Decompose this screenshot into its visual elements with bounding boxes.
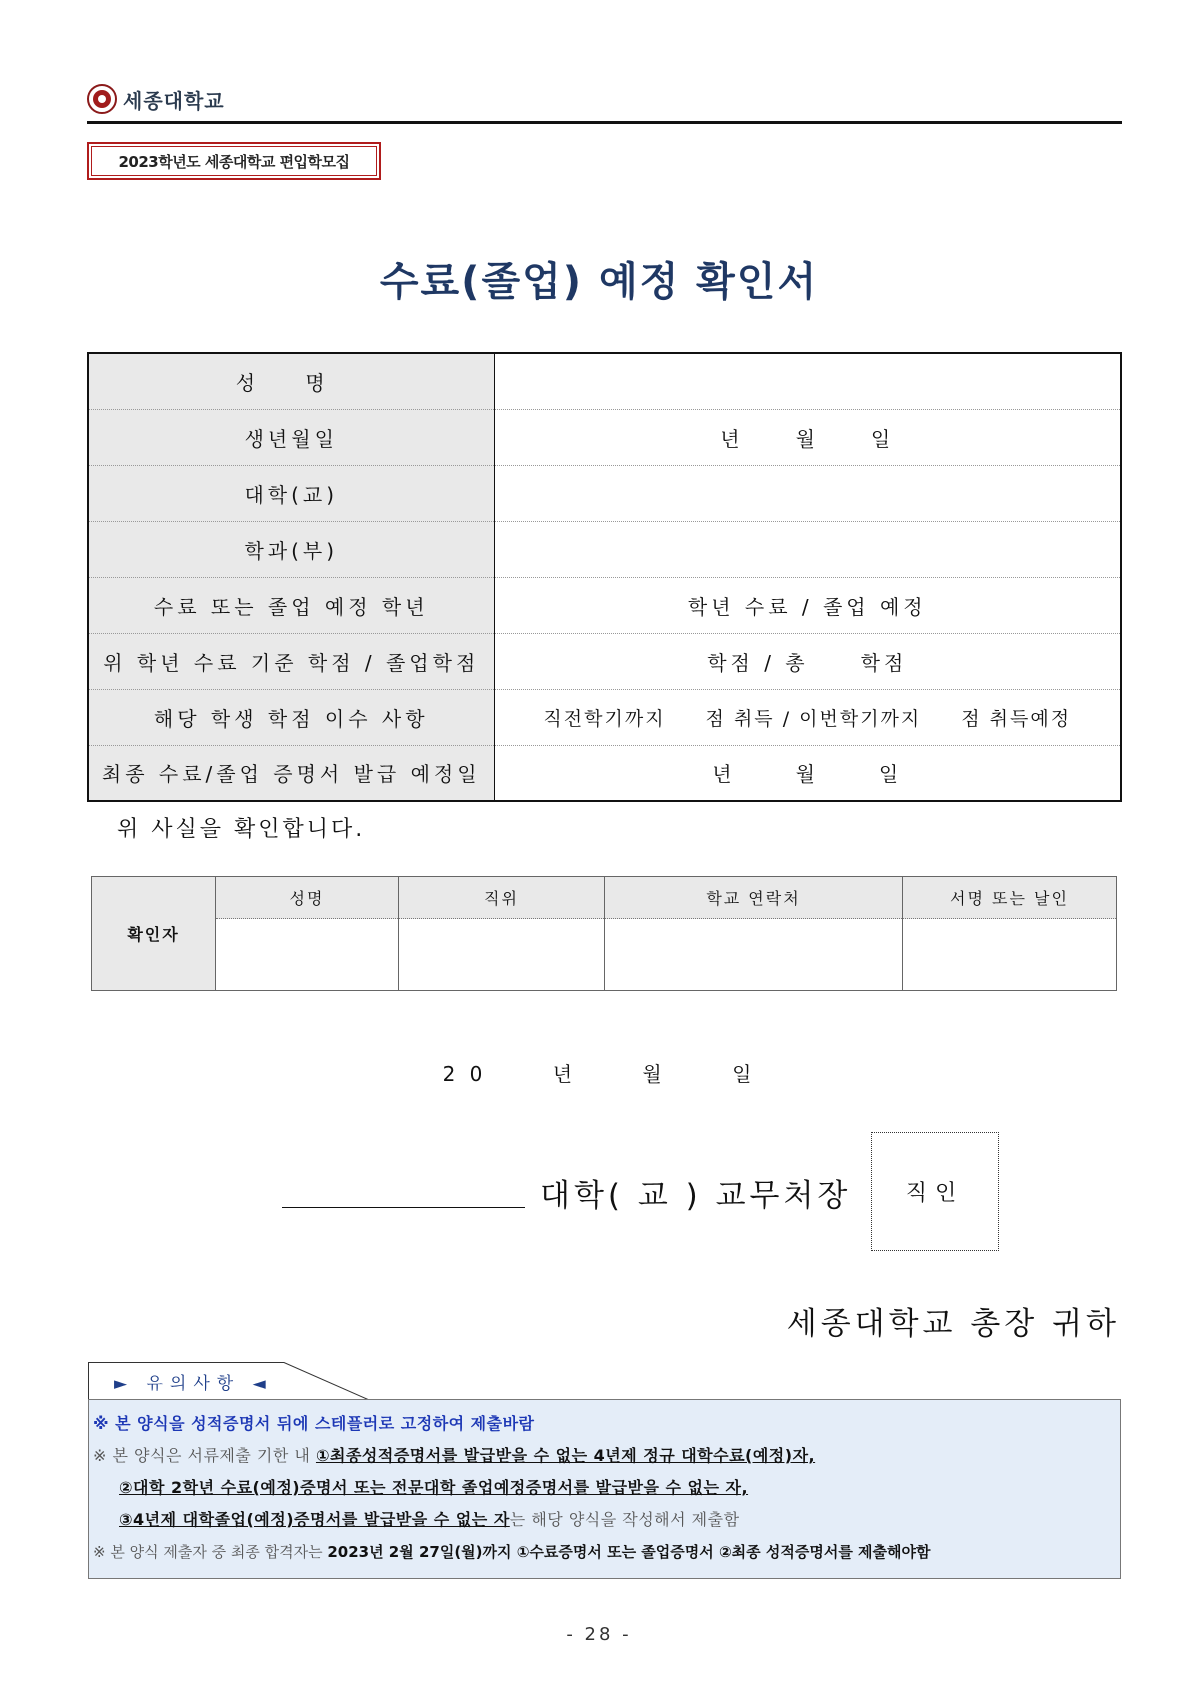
header-name: 성명 [216, 877, 399, 919]
notice-line: ※ 본 양식은 서류제출 기한 내 ①최종성적증명서를 발급받을 수 없는 4년제 정규 대학수료(예정)자, [93, 1446, 816, 1465]
header-position: 직위 [399, 877, 605, 919]
confirmer-contact-field[interactable] [605, 919, 903, 991]
recruitment-badge-text: 2023학년도 세종대학교 편입학모집 [91, 146, 377, 176]
label-department: 학과(부) [88, 521, 494, 577]
header-contact: 학교 연락처 [605, 877, 903, 919]
table-row [88, 353, 1121, 409]
label-issue-date: 최종 수료/졸업 증명서 발급 예정일 [88, 745, 494, 801]
table-row [92, 919, 1117, 991]
label-name: 성 명 [88, 353, 494, 409]
issue-date-line [0, 1058, 1198, 1087]
table-row [88, 633, 1121, 689]
university-name-blank[interactable] [282, 1207, 525, 1208]
confirmer-signature-field[interactable] [903, 919, 1117, 991]
field-name[interactable] [494, 353, 1121, 409]
confirmer-table [91, 876, 1117, 991]
recruitment-badge [87, 142, 381, 180]
table-row [88, 689, 1121, 745]
page-number: - 28 - [566, 1624, 632, 1645]
table-row [88, 465, 1121, 521]
official-seal-label: 직인 [905, 1181, 965, 1206]
applicant-info-table [87, 352, 1122, 802]
official-seal-box [871, 1132, 999, 1251]
table-row [88, 521, 1121, 577]
field-department[interactable] [494, 521, 1121, 577]
table-row [88, 577, 1121, 633]
university-name: 세종대학교 [123, 88, 225, 113]
date-year-prefix: 2 0 [442, 1062, 487, 1086]
table-row [92, 877, 1117, 919]
document-title: 수료(졸업) 예정 확인서 [379, 259, 819, 305]
notice-tab-label: ► 유의사항 ◄ [114, 1374, 273, 1394]
label-university: 대학(교) [88, 465, 494, 521]
field-issue-date[interactable]: 년 월 일 [712, 762, 903, 787]
label-credit-standard: 위 학년 수료 기준 학점 / 졸업학점 [88, 633, 494, 689]
notice-box [88, 1399, 1121, 1579]
label-expected-year: 수료 또는 졸업 예정 학년 [88, 577, 494, 633]
university-seal-icon [87, 84, 117, 114]
notice-tab [88, 1362, 388, 1400]
label-credit-status: 해당 학생 학점 이수 사항 [88, 689, 494, 745]
label-birthdate: 생년월일 [88, 409, 494, 465]
date-day-label: 일 [732, 1062, 756, 1086]
notice-line: ※ 본 양식 제출자 중 최종 합격자는 2023년 2월 27일(월)까지 ①수료증명서 또는 졸업증명서 ②최종 성적증명서를 제출해야함 [93, 1543, 931, 1561]
header-signature: 서명 또는 날인 [903, 877, 1117, 919]
field-birthdate[interactable]: 년 월 일 [494, 409, 1121, 465]
field-university[interactable] [494, 465, 1121, 521]
confirmer-label: 확인자 [92, 877, 216, 991]
university-logo [87, 84, 225, 114]
field-credit-standard[interactable]: 학점 / 총 학점 [494, 633, 1121, 689]
notice-line: ③4년제 대학졸업(예정)증명서를 발급받을 수 없는 자는 해당 양식을 작성해서 제출함 [119, 1510, 740, 1529]
field-credit-status[interactable]: 직전학기까지 점 취득 / 이번학기까지 점 취득예정 [494, 689, 1121, 745]
confirmer-position-field[interactable] [399, 919, 605, 991]
addressee: 세종대학교 총장 귀하 [786, 1306, 1120, 1342]
table-row [88, 409, 1121, 465]
notice-line: ※ 본 양식을 성적증명서 뒤에 스테플러로 고정하여 제출바람 [93, 1414, 535, 1433]
table-row [88, 745, 1121, 801]
field-expected-year[interactable]: 학년 수료 / 졸업 예정 [494, 577, 1121, 633]
confirm-statement: 위 사실을 확인합니다. [117, 817, 366, 842]
confirmer-name-field[interactable] [216, 919, 399, 991]
date-month-label: 월 [642, 1062, 666, 1086]
notice-line: ②대학 2학년 수료(예정)증명서 또는 전문대학 졸업예정증명서를 발급받을 수 없는 자, [119, 1478, 749, 1497]
registrar-title: 대학( 교 ) 교무처장 [540, 1178, 852, 1214]
date-year-label: 년 [552, 1062, 577, 1086]
page-header [87, 84, 1122, 124]
